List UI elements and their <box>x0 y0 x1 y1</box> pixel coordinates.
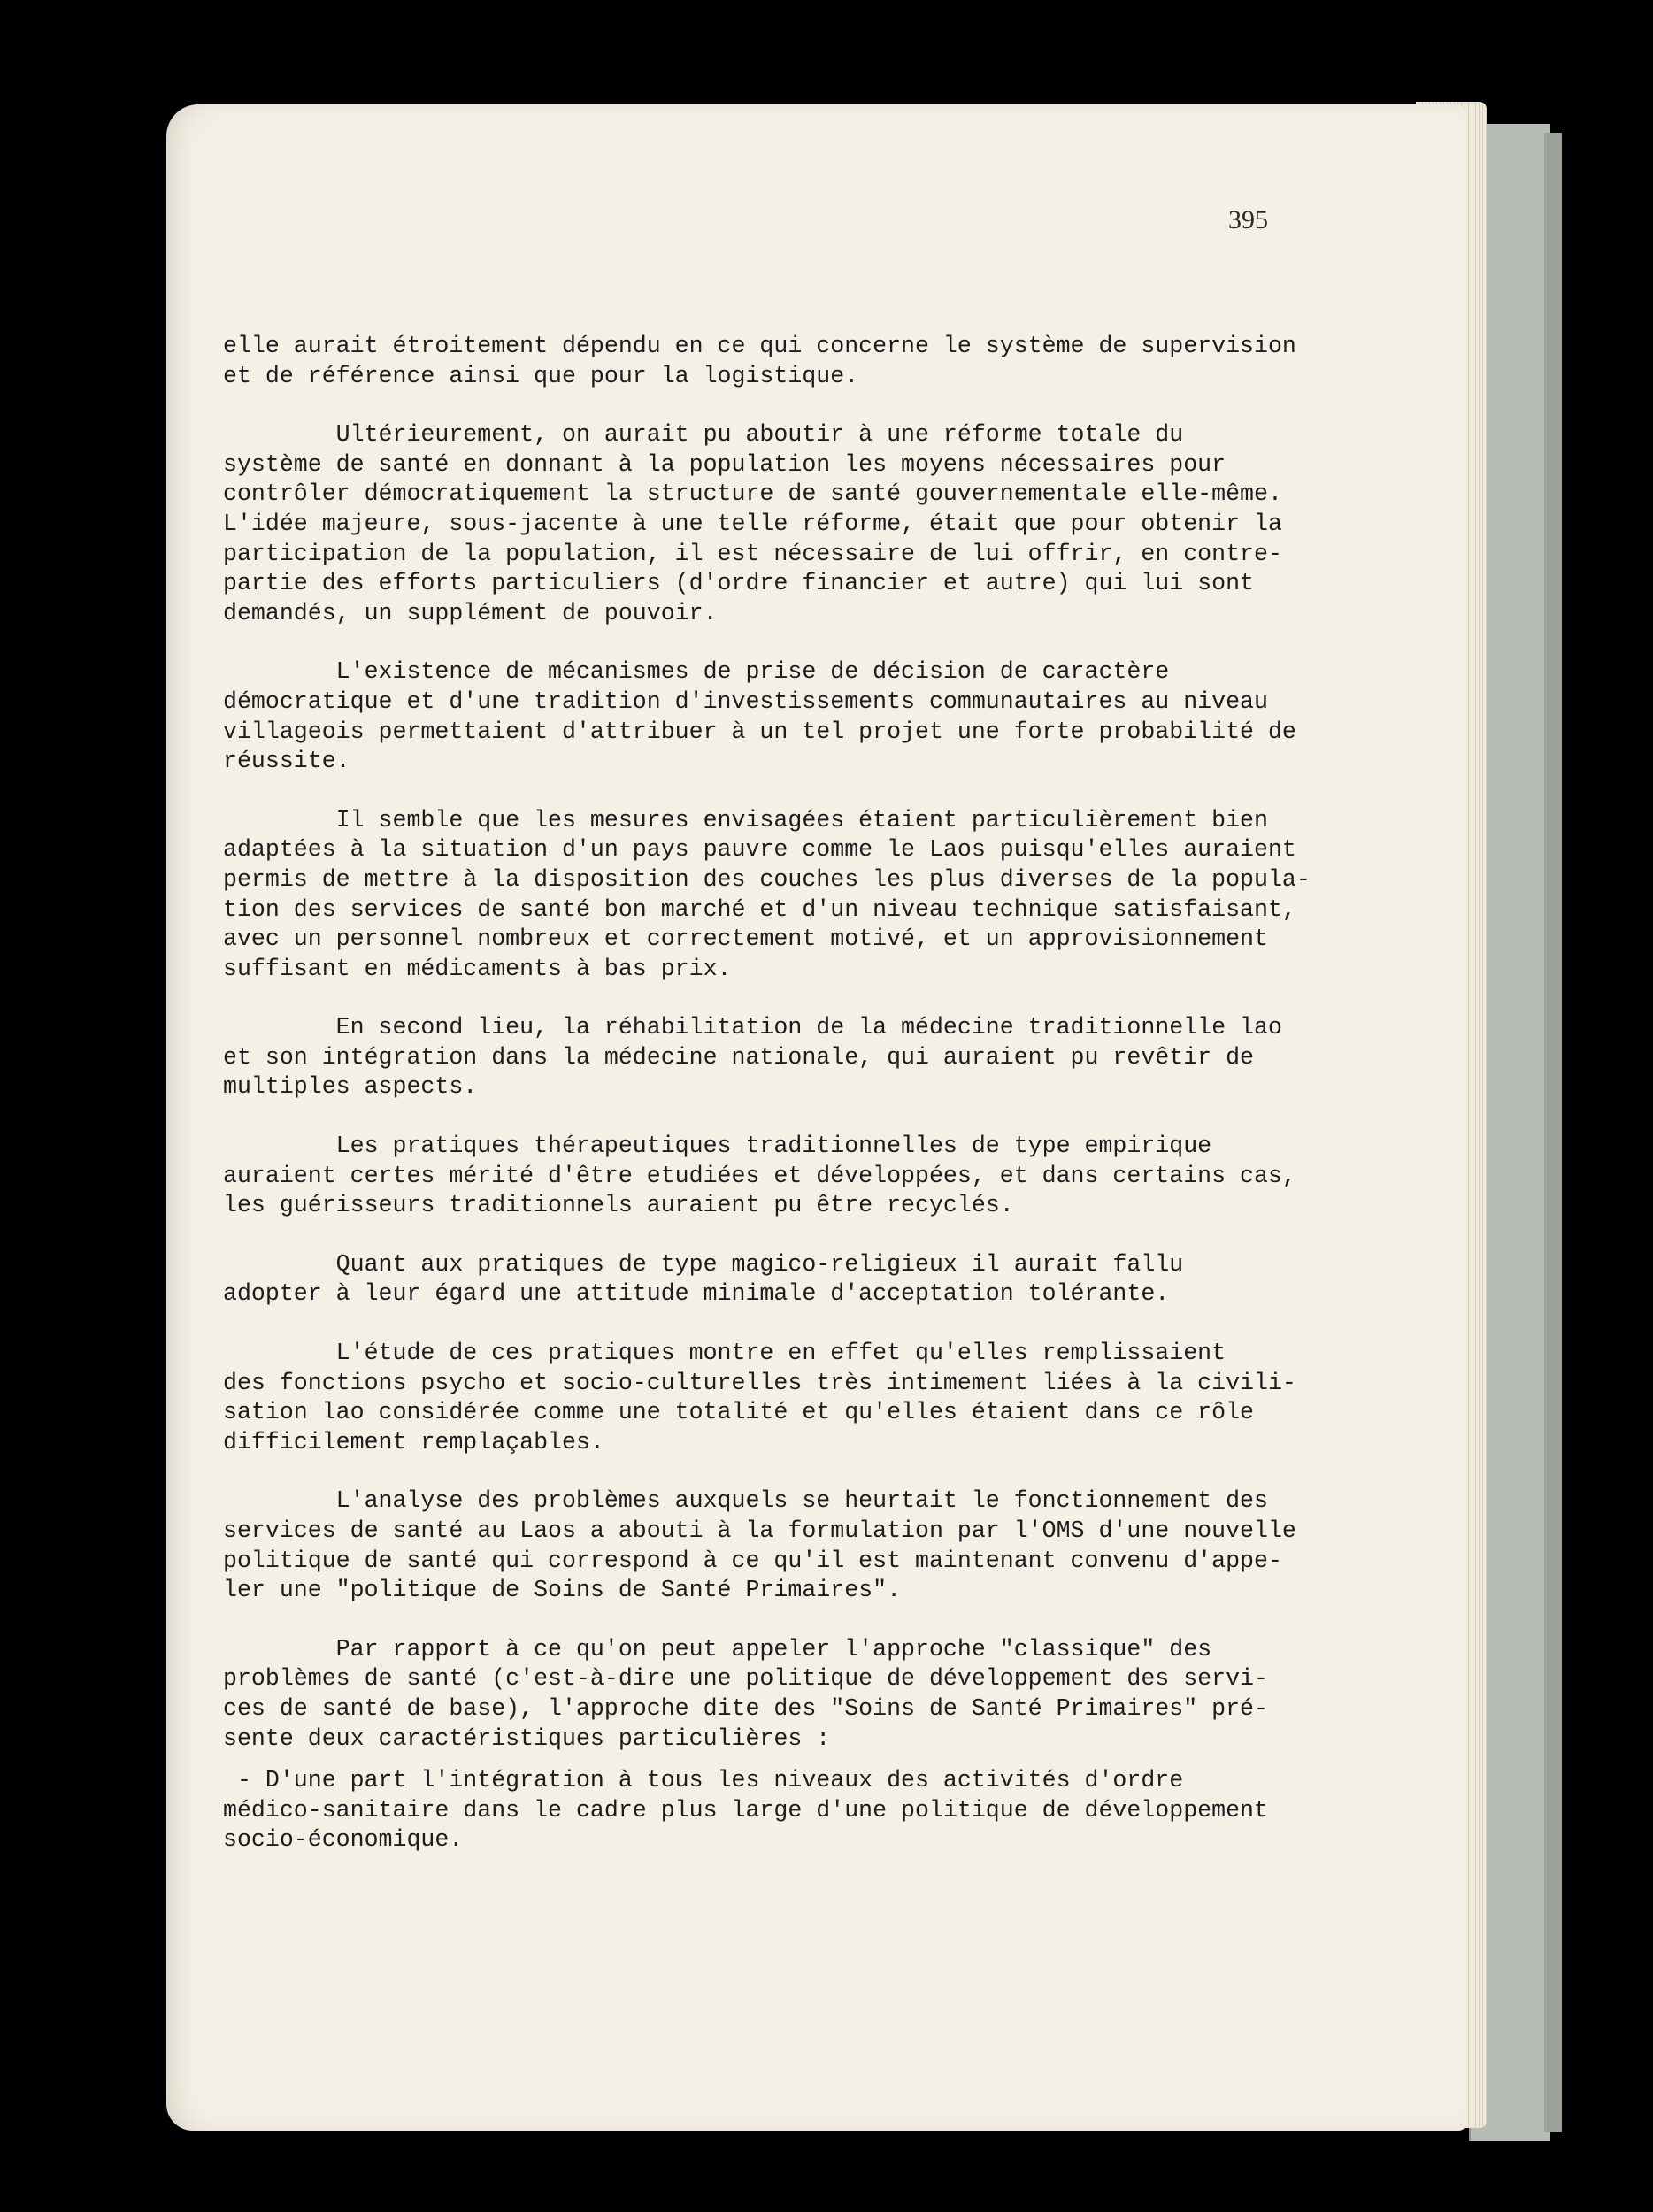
text-line: socio-économique. <box>223 1826 464 1854</box>
text-line: médico-sanitaire dans le cadre plus large d'une politique de développement <box>223 1796 1268 1824</box>
text-line: villageois permettaient d'attribuer à un tel projet une forte probabilité de <box>223 718 1296 745</box>
paragraph <box>223 420 1391 628</box>
paragraph <box>223 657 1391 776</box>
text-line: En second lieu, la réhabilitation de la médecine traditionnelle lao <box>223 1014 1282 1041</box>
text-line: problèmes de santé (c'est-à-dire une politique de développement des servi- <box>223 1665 1268 1693</box>
text-line: tion des services de santé bon marché et d'un niveau technique satisfaisant, <box>223 895 1296 923</box>
text-line: suffisant en médicaments à bas prix. <box>223 955 732 982</box>
text-line: système de santé en donnant à la population les moyens nécessaires pour <box>223 450 1226 478</box>
paragraph <box>223 1250 1391 1310</box>
text-line: auraient certes mérité d'être etudiées et développées, et dans certains cas, <box>223 1162 1296 1189</box>
text-line: des fonctions psycho et socio-culturelles très intimement liées à la civili- <box>223 1369 1296 1396</box>
text-line: politique de santé qui correspond à ce qu'il est maintenant convenu d'appe- <box>223 1547 1282 1574</box>
text-line: adaptées à la situation d'un pays pauvre comme le Laos puisqu'elles auraient <box>223 836 1296 864</box>
text-line: participation de la population, il est nécessaire de lui offrir, en contre- <box>223 540 1282 567</box>
text-line: contrôler démocratiquement la structure de santé gouvernementale elle-même. <box>223 480 1282 508</box>
paragraph <box>223 1013 1391 1102</box>
text-line: L'analyse des problèmes auxquels se heurtait le fonctionnement des <box>223 1487 1268 1515</box>
backing-board-edge <box>1544 133 1562 2132</box>
paragraph <box>223 1132 1391 1221</box>
text-line: et de référence ainsi que pour la logistique. <box>223 362 859 389</box>
paragraph <box>223 1339 1391 1457</box>
text-line: demandés, un supplément de pouvoir. <box>223 599 718 626</box>
text-line: multiples aspects. <box>223 1073 478 1101</box>
text-line: L'idée majeure, sous-jacente à une telle réforme, était que pour obtenir la <box>223 510 1282 537</box>
text-line: et son intégration dans la médecine nationale, qui auraient pu revêtir de <box>223 1043 1254 1071</box>
text-line: démocratique et d'une tradition d'investissements communautaires au niveau <box>223 687 1268 715</box>
text-line: sation lao considérée comme une totalité et qu'elles étaient dans ce rôle <box>223 1399 1254 1426</box>
paragraph <box>223 806 1391 985</box>
text-line: partie des efforts particuliers (d'ordre financier et autre) qui lui sont <box>223 570 1254 597</box>
text-line: - D'une part l'intégration à tous les niveaux des activités d'ordre <box>223 1767 1184 1794</box>
page-number: 395 <box>1228 205 1268 234</box>
text-line: permis de mettre à la disposition des couches les plus diverses de la popula- <box>223 865 1311 893</box>
text-line: L'étude de ces pratiques montre en effet qu'elles remplissaient <box>223 1340 1226 1367</box>
text-line: ler une "politique de Soins de Santé Primaires". <box>223 1577 902 1604</box>
paragraph <box>223 1486 1391 1605</box>
text-line: sente deux caractéristiques particulières : <box>223 1724 831 1752</box>
paragraph <box>223 332 1391 391</box>
paragraph <box>223 1635 1391 1754</box>
text-line: difficilement remplaçables. <box>223 1428 604 1455</box>
paragraph <box>223 1766 1391 1855</box>
text-line: Par rapport à ce qu'on peut appeler l'approche "classique" des <box>223 1635 1212 1663</box>
text-line: Ultérieurement, on aurait pu aboutir à une réforme totale du <box>223 421 1184 449</box>
text-line: avec un personnel nombreux et correctement motivé, et un approvisionnement <box>223 926 1268 953</box>
text-line: ces de santé de base), l'approche dite des "Soins de Santé Primaires" pré- <box>223 1694 1268 1722</box>
text-line: Les pratiques thérapeutiques traditionnelles de type empirique <box>223 1133 1212 1160</box>
text-line: adopter à leur égard une attitude minimale d'acceptation tolérante. <box>223 1280 1170 1308</box>
text-line: L'existence de mécanismes de prise de décision de caractère <box>223 658 1170 686</box>
text-line: services de santé au Laos a abouti à la formulation par l'OMS d'une nouvelle <box>223 1517 1296 1544</box>
body-text <box>223 332 1391 1855</box>
text-line: réussite. <box>223 748 350 775</box>
text-line: Quant aux pratiques de type magico-religieux il aurait fallu <box>223 1250 1184 1278</box>
text-line: les guérisseurs traditionnels auraient pu être recyclés. <box>223 1192 1014 1219</box>
text-line: elle aurait étroitement dépendu en ce qui concerne le système de supervision <box>223 333 1296 359</box>
text-line: Il semble que les mesures envisagées étaient particulièrement bien <box>223 806 1268 833</box>
